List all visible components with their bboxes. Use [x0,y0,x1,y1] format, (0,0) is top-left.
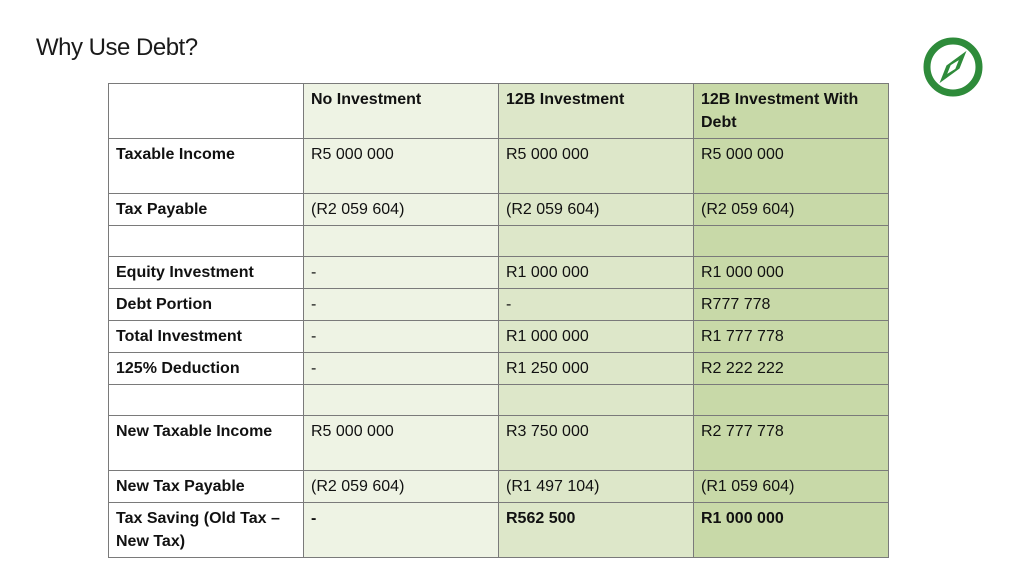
table-row [109,321,889,353]
table-cell: (R2 059 604) [499,194,694,226]
comparison-table [108,83,889,558]
row-label: Equity Investment [109,257,304,289]
table-row-blank [109,226,889,257]
row-label: Tax Payable [109,194,304,226]
table-row [109,416,889,471]
table-cell: - [304,257,499,289]
table-cell: R1 777 778 [694,321,889,353]
table-cell: R1 000 000 [499,321,694,353]
table-cell: R2 777 778 [694,416,889,471]
row-label: Debt Portion [109,289,304,321]
row-label: 125% Deduction [109,353,304,385]
header-no-investment: No Investment [304,84,499,139]
row-label [109,385,304,416]
table-header-row [109,84,889,139]
table-cell: - [304,503,499,558]
page-title: Why Use Debt? [36,34,198,61]
table-cell: R1 000 000 [499,257,694,289]
table-cell: - [304,289,499,321]
table-cell [499,385,694,416]
table-cell [304,385,499,416]
table-row-total [109,503,889,558]
row-label: Total Investment [109,321,304,353]
table-cell: (R1 059 604) [694,471,889,503]
table-row [109,257,889,289]
table-cell: (R2 059 604) [304,194,499,226]
table-cell: - [304,353,499,385]
table-cell: (R2 059 604) [304,471,499,503]
row-label [109,226,304,257]
table-row [109,139,889,194]
table-cell: R1 250 000 [499,353,694,385]
compass-logo-icon [922,36,984,98]
table-cell [694,226,889,257]
row-label: New Taxable Income [109,416,304,471]
table-cell: R1 000 000 [694,257,889,289]
table-cell: R562 500 [499,503,694,558]
header-cell-empty [109,84,304,139]
table-cell: R5 000 000 [499,139,694,194]
table-cell: R5 000 000 [694,139,889,194]
table-cell: R5 000 000 [304,416,499,471]
row-label: Tax Saving (Old Tax – New Tax) [109,503,304,558]
header-12b-investment-with-debt: 12B Investment With Debt [694,84,889,139]
table-row [109,194,889,226]
header-12b-investment: 12B Investment [499,84,694,139]
table-row [109,289,889,321]
table-cell: (R1 497 104) [499,471,694,503]
table-cell: R1 000 000 [694,503,889,558]
table-row [109,353,889,385]
table-cell: - [499,289,694,321]
table-row-blank [109,385,889,416]
table-cell [304,226,499,257]
table-cell: - [304,321,499,353]
table-row [109,471,889,503]
table-cell: R777 778 [694,289,889,321]
table-cell [694,385,889,416]
table-cell: R5 000 000 [304,139,499,194]
table-cell: (R2 059 604) [694,194,889,226]
row-label: Taxable Income [109,139,304,194]
table-cell: R2 222 222 [694,353,889,385]
table-cell: R3 750 000 [499,416,694,471]
row-label: New Tax Payable [109,471,304,503]
table-cell [499,226,694,257]
